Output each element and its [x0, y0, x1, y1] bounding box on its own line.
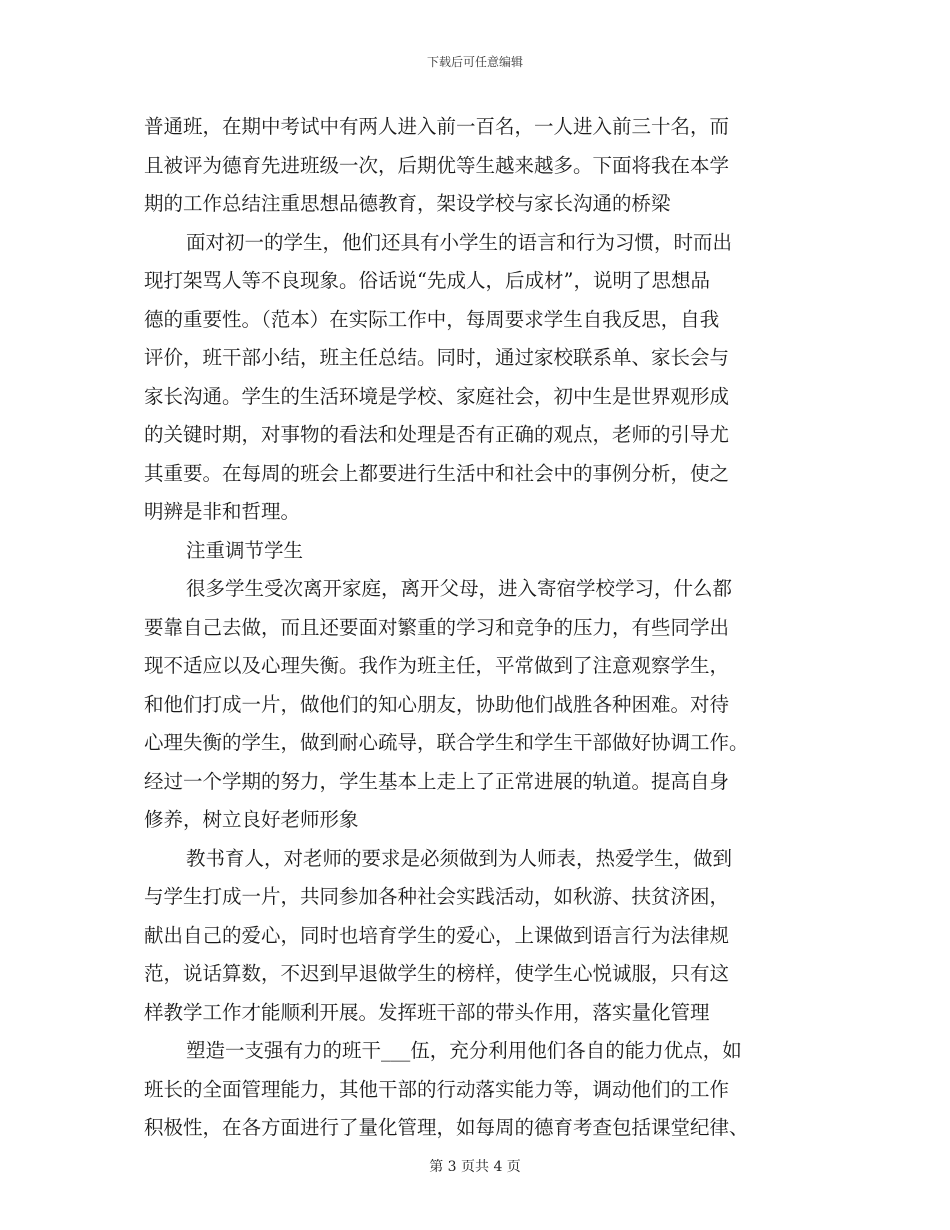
paragraph-start-line: 很多学生受次离开家庭，离开父母，进入寄宿学校学习，什么都: [186, 577, 733, 600]
text-line: 家长沟通。学生的生活环境是学校、家庭社会，初中生是世界观形成: [144, 384, 730, 408]
page-header-note: 下载后可任意编辑: [426, 55, 523, 69]
text-line: 修养，树立良好老师形象: [144, 808, 359, 831]
text-line: 经过一个学期的努力，学生基本上走上了正常进展的轨道。提高自身: [144, 769, 730, 793]
text-line: 与学生打成一片，共同参加各种社会实践活动，如秋游、扶贫济困，: [144, 885, 730, 908]
document-body: [144, 108, 816, 1148]
text-line: 班长的全面管理能力，其他干部的行动落实能力等，调动他们的工作: [144, 1077, 730, 1101]
text-line: 和他们打成一片，做他们的知心朋友，协助他们战胜各种困难。对待: [144, 692, 730, 716]
text-line: 普通班，在期中考试中有两人进入前一百名，一人进入前三十名，而: [144, 115, 730, 138]
text-line: 其重要。在每周的班会上都要进行生活中和社会中的事例分析，使之: [144, 461, 730, 485]
paragraph-start-line: 教书育人，对老师的要求是必须做到为人师表，热爱学生，做到: [186, 846, 733, 870]
text-line: 范，说话算数，不迟到早退做学生的榜样，使学生心悦诚服，只有这: [144, 962, 730, 985]
text-line: 德的重要性。（范本）在实际工作中，每周要求学生自我反思，自我: [144, 307, 720, 331]
text-line: 的关键时期，对事物的看法和处理是否有正确的观点，老师的引导尤: [144, 423, 730, 446]
text-line: 评价，班干部小结，班主任总结。同时，通过家校联系单、家长会与: [144, 346, 730, 369]
text-line: 献出自己的爱心，同时也培育学生的爱心，上课做到语言行为法律规: [144, 923, 730, 947]
text-line: 样教学工作才能顺利开展。发挥班干部的带头作用，落实量化管理: [144, 1000, 710, 1024]
text-line: 心理失衡的学生，做到耐心疏导，联合学生和学生干部做好协调工作。: [144, 731, 749, 754]
text-line: 现不适应以及心理失衡。我作为班主任，平常做到了注意观察学生，: [144, 654, 730, 677]
text-line: 且被评为德育先进班级一次，后期优等生越来越多。下面将我在本学: [144, 153, 730, 177]
text-line: 明辨是非和哲理。: [144, 500, 301, 523]
section-heading: 注重调节学生: [186, 538, 304, 562]
text-line: 积极性，在各方面进行了量化管理，如每周的德育考查包括课堂纪律、: [144, 1116, 749, 1139]
text-line: 要靠自己去做，而且还要面对繁重的学习和竞争的压力，有些同学出: [144, 615, 730, 639]
paragraph-start-line: 面对初一的学生，他们还具有小学生的语言和行为习惯，时而出: [186, 230, 733, 254]
text-line: 现打架骂人等不良现象。俗话说“先成人，后成材”，说明了思想品: [144, 269, 710, 292]
page-number: 第 3 页共 4 页: [429, 1159, 521, 1175]
text-line: 期的工作总结注重思想品德教育，架设学校与家长沟通的桥梁: [144, 192, 671, 215]
paragraph-start-line: 塑造一支强有力的班干___伍，充分利用他们各自的能力优点，如: [186, 1039, 742, 1062]
